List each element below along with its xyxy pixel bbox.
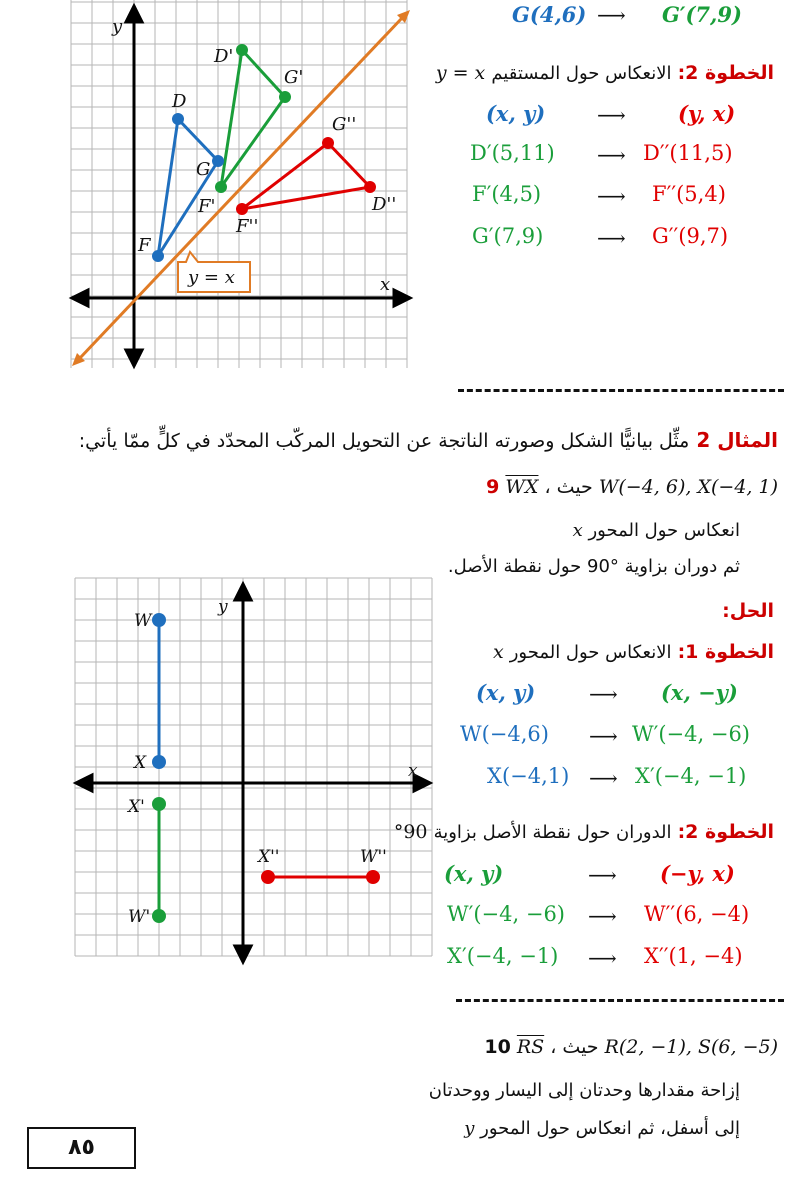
step2-row-F: F′(4,5) bbox=[472, 182, 542, 206]
label-X: X bbox=[134, 753, 147, 773]
problem-10: 10 $\overline{RS}$ ، حيث R(2, −1), S(6, −5) bbox=[484, 1036, 778, 1058]
x-axis-label: x bbox=[408, 761, 418, 781]
step2-row-G-image: G′′(9,7) bbox=[652, 224, 729, 248]
arrow: ⟶ bbox=[597, 184, 626, 208]
separator bbox=[456, 999, 784, 1002]
problem-9-line1: انعكاس حول المحور x bbox=[572, 520, 740, 541]
separator bbox=[458, 389, 784, 392]
arrow: ⟶ bbox=[588, 863, 617, 887]
mapping-arrow: ⟶ bbox=[597, 3, 626, 27]
step2b-heading: الخطوة 2: الدوران حول نقطة الأصل بزاوية 90° bbox=[393, 821, 774, 843]
label-D-prime: D' bbox=[214, 46, 234, 67]
step1-heading: الخطوة 1: الانعكاس حول المحور x bbox=[492, 641, 774, 663]
step1-row-X: X(−4,1) bbox=[487, 764, 570, 788]
arrow: ⟶ bbox=[597, 143, 626, 167]
page-number: ٨٥ bbox=[27, 1127, 136, 1169]
arrow: ⟶ bbox=[597, 103, 626, 127]
step2b-row-W: W′(−4, −6) bbox=[447, 902, 566, 926]
arrow: ⟶ bbox=[588, 904, 617, 928]
mapping-to: G′(7,9) bbox=[662, 2, 742, 27]
step2-rule-from: (x, y) bbox=[486, 101, 546, 126]
label-G-prime: G' bbox=[284, 67, 304, 88]
step2b-row-W-image: W′′(6, −4) bbox=[644, 902, 750, 926]
arrow: ⟶ bbox=[597, 226, 626, 250]
step2-rule-to: (y, x) bbox=[678, 101, 736, 126]
line-label: y = x bbox=[188, 267, 235, 288]
step2-row-D: D′(5,11) bbox=[470, 141, 555, 165]
label-F-double-prime: F'' bbox=[236, 216, 259, 237]
step2-row-G: G′(7,9) bbox=[472, 224, 544, 248]
y-axis-label: y bbox=[112, 16, 123, 37]
problem-10-line2: إلى أسفل، ثم انعكاس حول المحور y bbox=[464, 1118, 740, 1139]
step2b-row-X-image: X′′(1, −4) bbox=[644, 944, 743, 968]
step1-row-W-image: W′(−4, −6) bbox=[632, 722, 751, 746]
step2b-row-X: X′(−4, −1) bbox=[447, 944, 559, 968]
solution-label: الحل: bbox=[722, 600, 774, 622]
grid bbox=[75, 578, 432, 956]
label-W-prime: W' bbox=[128, 907, 151, 927]
arrow: ⟶ bbox=[588, 946, 617, 970]
label-G: G bbox=[196, 159, 211, 180]
label-G-double-prime: G'' bbox=[332, 114, 357, 135]
step1-row-X-image: X′(−4, −1) bbox=[635, 764, 747, 788]
problem-10-line1: إزاحة مقدارها وحدتان إلى اليسار ووحدتان bbox=[428, 1080, 740, 1101]
x-axis-label: x bbox=[380, 274, 391, 295]
step1-rule-to: (x, −y) bbox=[661, 680, 738, 705]
step2-row-F-image: F′′(5,4) bbox=[652, 182, 726, 206]
mapping-from: G(4,6) bbox=[512, 2, 587, 27]
label-W-double-prime: W'' bbox=[360, 847, 387, 867]
graph-reflection-y-equals-x bbox=[0, 0, 430, 375]
label-F: F bbox=[138, 235, 151, 256]
y-axis-label: y bbox=[218, 597, 228, 617]
triangle-D-prime bbox=[221, 50, 285, 187]
step2-row-D-image: D′′(11,5) bbox=[643, 141, 733, 165]
vertices bbox=[152, 44, 376, 262]
step2b-rule-from: (x, y) bbox=[444, 861, 504, 886]
label-X-double-prime: X'' bbox=[258, 847, 280, 867]
step1-row-W: W(−4,6) bbox=[460, 722, 549, 746]
example-heading: المثال 2 مثِّل بيانيًّا الشكل وصورته الناتجة عن التحويل المركّب المحدّد في كلٍّ ممّا يأتي: bbox=[78, 428, 778, 452]
triangle-DFG bbox=[158, 119, 218, 256]
step2-heading: الخطوة 2: الانعكاس حول المستقيم y = x bbox=[435, 62, 774, 84]
problem-9: 9 $\overline{WX}$ ، حيث W(−4, 6), X(−4, 1) bbox=[486, 476, 778, 498]
label-X-prime: X' bbox=[128, 797, 145, 817]
label-F-prime: F' bbox=[198, 196, 216, 217]
label-D-double-prime: D'' bbox=[372, 194, 397, 215]
problem-9-line2: ثم دوران بزاوية °90 حول نقطة الأصل. bbox=[447, 556, 740, 577]
triangle-D-double-prime bbox=[242, 143, 370, 209]
arrow: ⟶ bbox=[589, 682, 618, 706]
arrow: ⟶ bbox=[589, 766, 618, 790]
step1-rule-from: (x, y) bbox=[476, 680, 536, 705]
graph-segment-WX bbox=[0, 570, 450, 970]
label-D: D bbox=[172, 91, 187, 112]
step2b-rule-to: (−y, x) bbox=[660, 861, 735, 886]
arrow: ⟶ bbox=[589, 724, 618, 748]
label-W: W bbox=[134, 611, 152, 631]
